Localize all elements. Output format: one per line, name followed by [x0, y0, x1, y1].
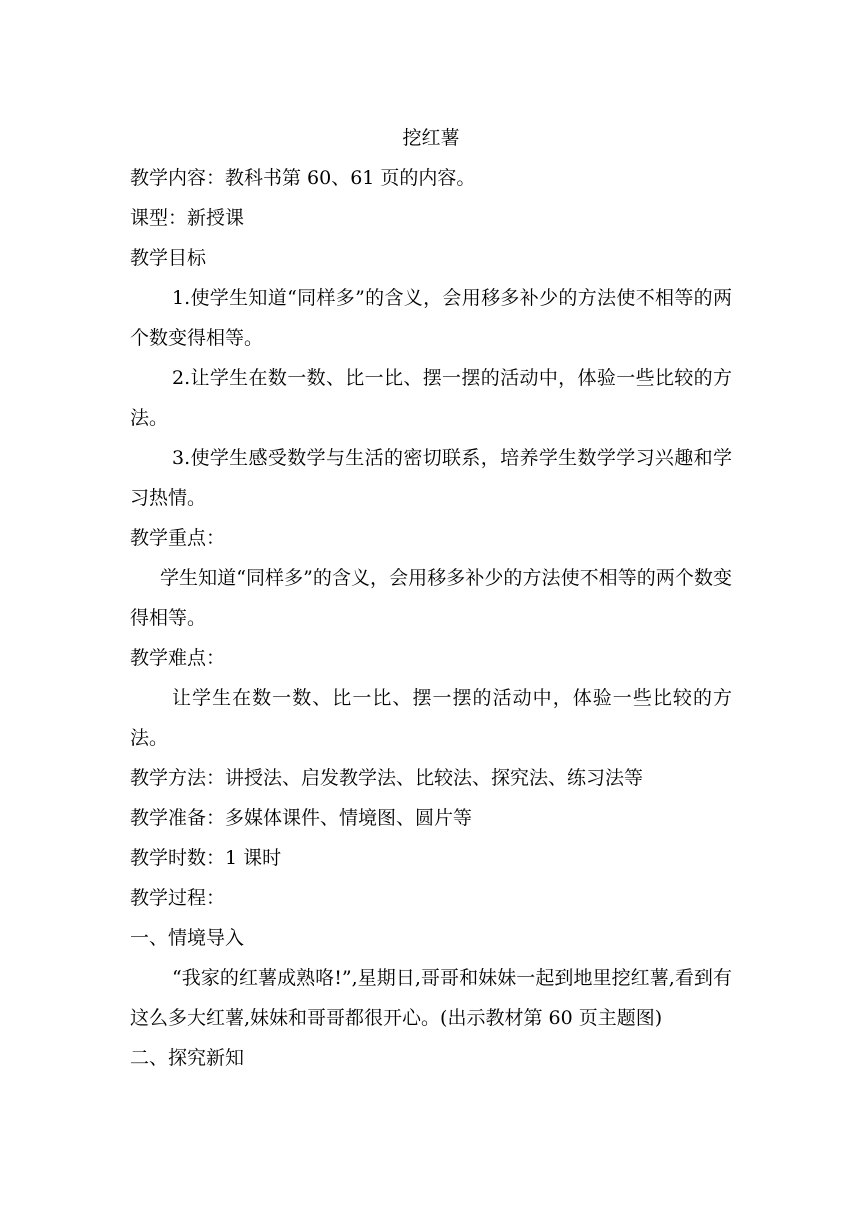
process-heading: 教学过程： — [130, 887, 226, 909]
objective-item-3: 3.使学生感受数学与生活的密切联系，培养学生数学学习兴趣和学习热情。 — [130, 447, 732, 509]
difficulties-heading: 教学难点： — [130, 647, 226, 669]
objective-item-1: 1.使学生知道“同样多”的含义，会用移多补少的方法使不相等的两个数变得相等。 — [130, 287, 732, 349]
section-1-text: “我家的红薯成熟咯!”,星期日,哥哥和妹妹一起到地里挖红薯,看到有这么多大红薯,妹妹和哥哥都很开心。(出示教材第 60 页主题图) — [130, 967, 732, 1029]
teaching-methods: 教学方法：讲授法、启发教学法、比较法、探究法、练习法等 — [130, 767, 644, 789]
objectives-heading: 教学目标 — [130, 247, 207, 269]
lesson-type: 课型：新授课 — [130, 207, 245, 229]
teaching-content: 教学内容：教科书第 60、61 页的内容。 — [130, 167, 476, 189]
teaching-duration: 教学时数：1 课时 — [130, 847, 282, 869]
objective-item-2: 2.让学生在数一数、比一比、摆一摆的活动中，体验一些比较的方法。 — [130, 367, 732, 429]
document-title: 挖红薯 — [402, 127, 460, 149]
difficulties-text: 让学生在数一数、比一比、摆一摆的活动中，体验一些比较的方法。 — [130, 687, 732, 749]
section-1-heading: 一、情境导入 — [130, 927, 245, 949]
teaching-preparation: 教学准备：多媒体课件、情境图、圆片等 — [130, 807, 473, 829]
document-page — [130, 118, 732, 1078]
key-points-text: 学生知道“同样多”的含义，会用移多补少的方法使不相等的两个数变得相等。 — [130, 567, 732, 629]
section-2-heading: 二、探究新知 — [130, 1047, 245, 1069]
key-points-heading: 教学重点： — [130, 527, 226, 549]
